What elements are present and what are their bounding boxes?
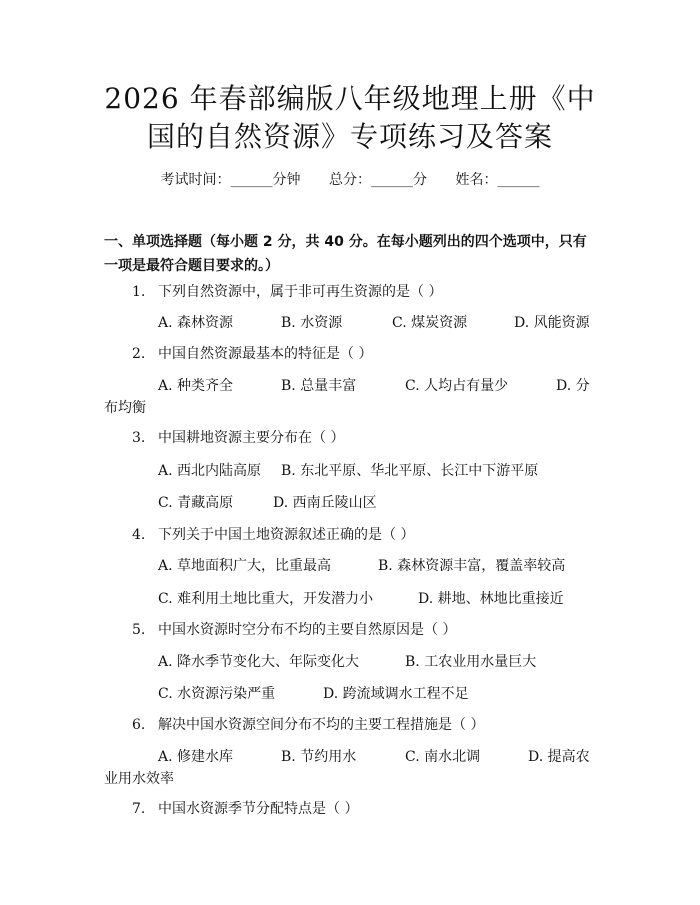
option-d-continued: 布均衡 xyxy=(104,400,146,416)
exam-meta xyxy=(0,169,700,189)
question-4 xyxy=(132,525,414,545)
option-c: C. 水资源污染严重 xyxy=(158,686,276,702)
exam-name: 姓名：______ xyxy=(455,172,540,188)
option-a: A. 修建水库 xyxy=(158,749,234,765)
question-6 xyxy=(132,715,484,735)
question-number: 3. xyxy=(132,430,146,446)
section-heading: 一、单项选择题（每小题 2 分，共 40 分。在每小题列出的四个选项中，只有一项是最符合题目要求的。） xyxy=(104,234,587,274)
option-c: C. 难利用土地比重大，开发潜力小 xyxy=(158,591,374,607)
question-1 xyxy=(132,282,442,302)
option-b: B. 工农业用水量巨大 xyxy=(405,654,537,670)
option-d: D. 耕地、林地比重接近 xyxy=(418,591,564,607)
question-text: 中国水资源季节分配特点是（ ） xyxy=(158,801,359,817)
option-d: D. 西南丘陵山区 xyxy=(273,495,377,511)
option-b: B. 森林资源丰富，覆盖率较高 xyxy=(378,558,566,574)
option-d-continued: 业用水效率 xyxy=(104,771,174,787)
exam-score: 总分：______分 xyxy=(329,172,427,188)
question-number: 1. xyxy=(132,284,146,300)
option-a: A. 草地面积广大，比重最高 xyxy=(158,558,332,574)
question-2 xyxy=(132,344,372,364)
exam-time: 考试时间：______分钟 xyxy=(160,172,301,188)
option-b: B. 总量丰富 xyxy=(281,378,357,394)
option-d: D. 提高农 xyxy=(528,749,590,765)
option-c: C. 南水北调 xyxy=(405,749,481,765)
option-d: D. 分 xyxy=(556,378,590,394)
question-text: 中国自然资源最基本的特征是（ ） xyxy=(158,346,373,362)
document-title: 2026 年春部编版八年级地理上册《中国的自然资源》专项练习及答案 xyxy=(104,82,596,153)
option-c: C. 人均占有量少 xyxy=(405,378,509,394)
option-b: B. 水资源 xyxy=(281,315,343,331)
question-number: 5. xyxy=(132,622,146,638)
question-7 xyxy=(132,799,358,819)
option-a: A. 西北内陆高原 xyxy=(158,463,262,479)
question-3 xyxy=(132,428,344,448)
question-number: 4. xyxy=(132,527,146,543)
question-number: 7. xyxy=(132,801,146,817)
option-b: B. 节约用水 xyxy=(281,749,357,765)
question-number: 6. xyxy=(132,717,146,733)
option-a: A. 森林资源 xyxy=(158,315,234,331)
option-a: A. 降水季节变化大、年际变化大 xyxy=(158,654,360,670)
option-d: D. 跨流域调水工程不足 xyxy=(323,686,469,702)
option-c: C. 煤炭资源 xyxy=(392,315,468,331)
question-text: 中国水资源时空分布不均的主要自然原因是（ ） xyxy=(158,622,457,638)
question-5 xyxy=(132,620,456,640)
question-text: 解决中国水资源空间分布不均的主要工程措施是（ ） xyxy=(158,717,485,733)
question-text: 下列关于中国土地资源叙述正确的是（ ） xyxy=(158,527,415,543)
option-c: C. 青藏高原 xyxy=(158,495,234,511)
question-text: 中国耕地资源主要分布在（ ） xyxy=(158,430,345,446)
question-number: 2. xyxy=(132,346,146,362)
option-b: B. 东北平原、华北平原、长江中下游平原 xyxy=(281,463,539,479)
option-d: D. 风能资源 xyxy=(514,315,590,331)
question-text: 下列自然资源中，属于非可再生资源的是（ ） xyxy=(158,284,443,300)
option-a: A. 种类齐全 xyxy=(158,378,234,394)
